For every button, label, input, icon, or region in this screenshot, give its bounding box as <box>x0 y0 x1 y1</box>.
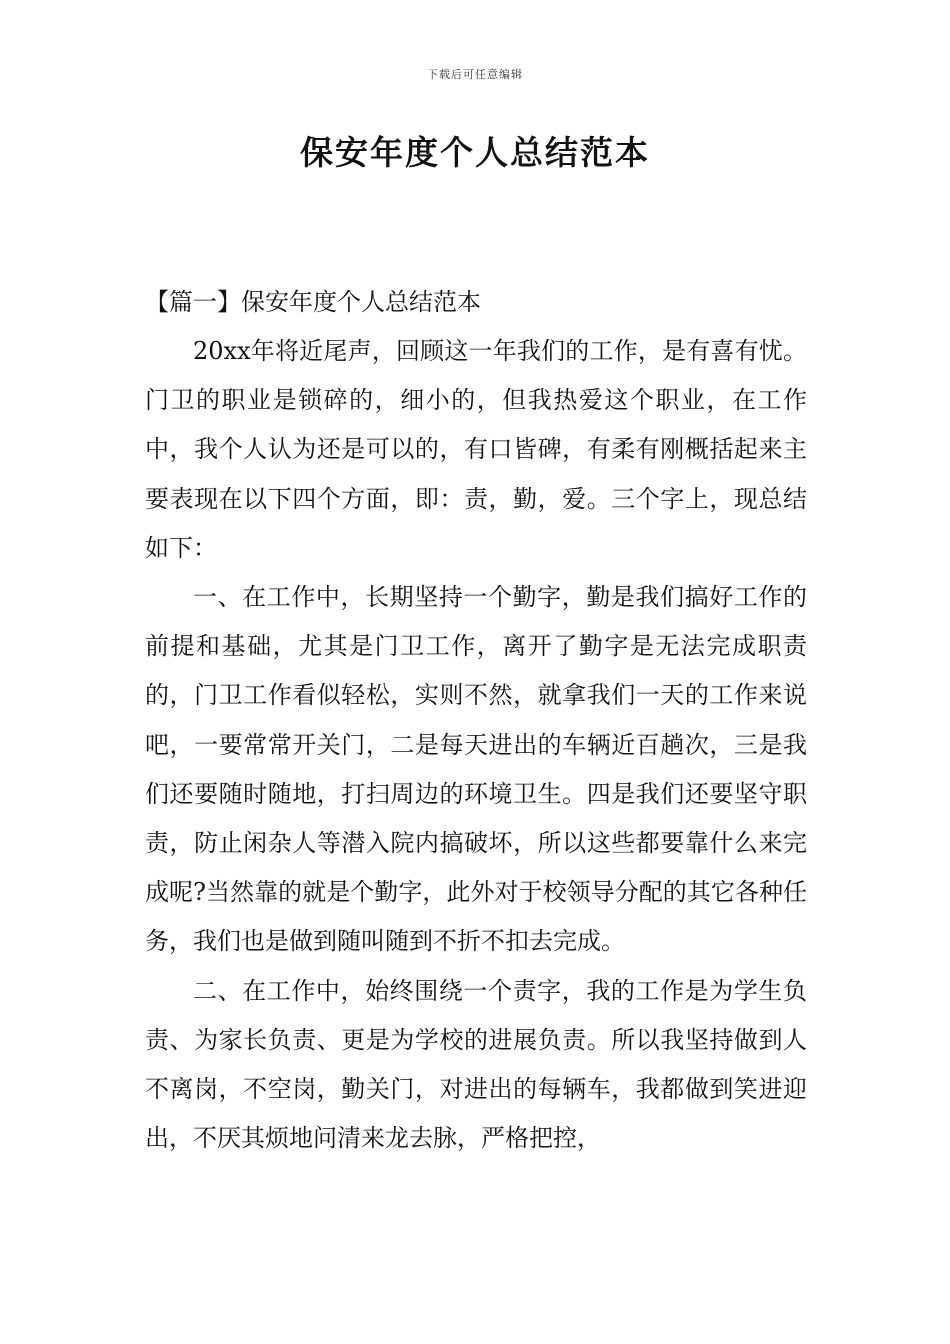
document-body <box>145 278 807 1163</box>
section-heading: 【篇一】保安年度个人总结范本 <box>145 288 481 316</box>
document-title: 保安年度个人总结范本 <box>300 133 650 172</box>
paragraph-diligence: 一、在工作中，长期坚持一个勤字，勤是我们搞好工作的前提和基础，尤其是门卫工作，离开了勤字是无法完成职责的，门卫工作看似轻松，实则不然，就拿我们一天的工作来说吧，一要常常开关门，二是每天进出的车辆近百趟次，三是我们还要随时随地，打扫周边的环境卫生。四是我们还要坚守职责，防止闲杂人等潜入院内搞破坏，所以这些都要靠什么来完成呢?当然靠的就是个勤字，此外对于校领导分配的其它各种任务，我们也是做到随叫随到不折不扣去完成。 <box>145 583 807 956</box>
paragraph-responsibility: 二、在工作中，始终围绕一个责字，我的工作是为学生负责、为家长负责、更是为学校的进展负责。所以我坚持做到人不离岗，不空岗，勤关门，对进出的每辆车，我都做到笑进迎出，不厌其烦地问清来龙去脉，严格把控， <box>145 976 807 1153</box>
header-note: 下载后可任意编辑 <box>427 68 523 81</box>
paragraph-intro: 20xx年将近尾声，回顾这一年我们的工作，是有喜有忧。门卫的职业是锁碎的，细小的，但我热爱这个职业，在工作中，我个人认为还是可以的，有口皆碑，有柔有刚概括起来主要表现在以下四个方面，即：责，勤，爱。三个字上，现总结如下： <box>145 337 807 562</box>
